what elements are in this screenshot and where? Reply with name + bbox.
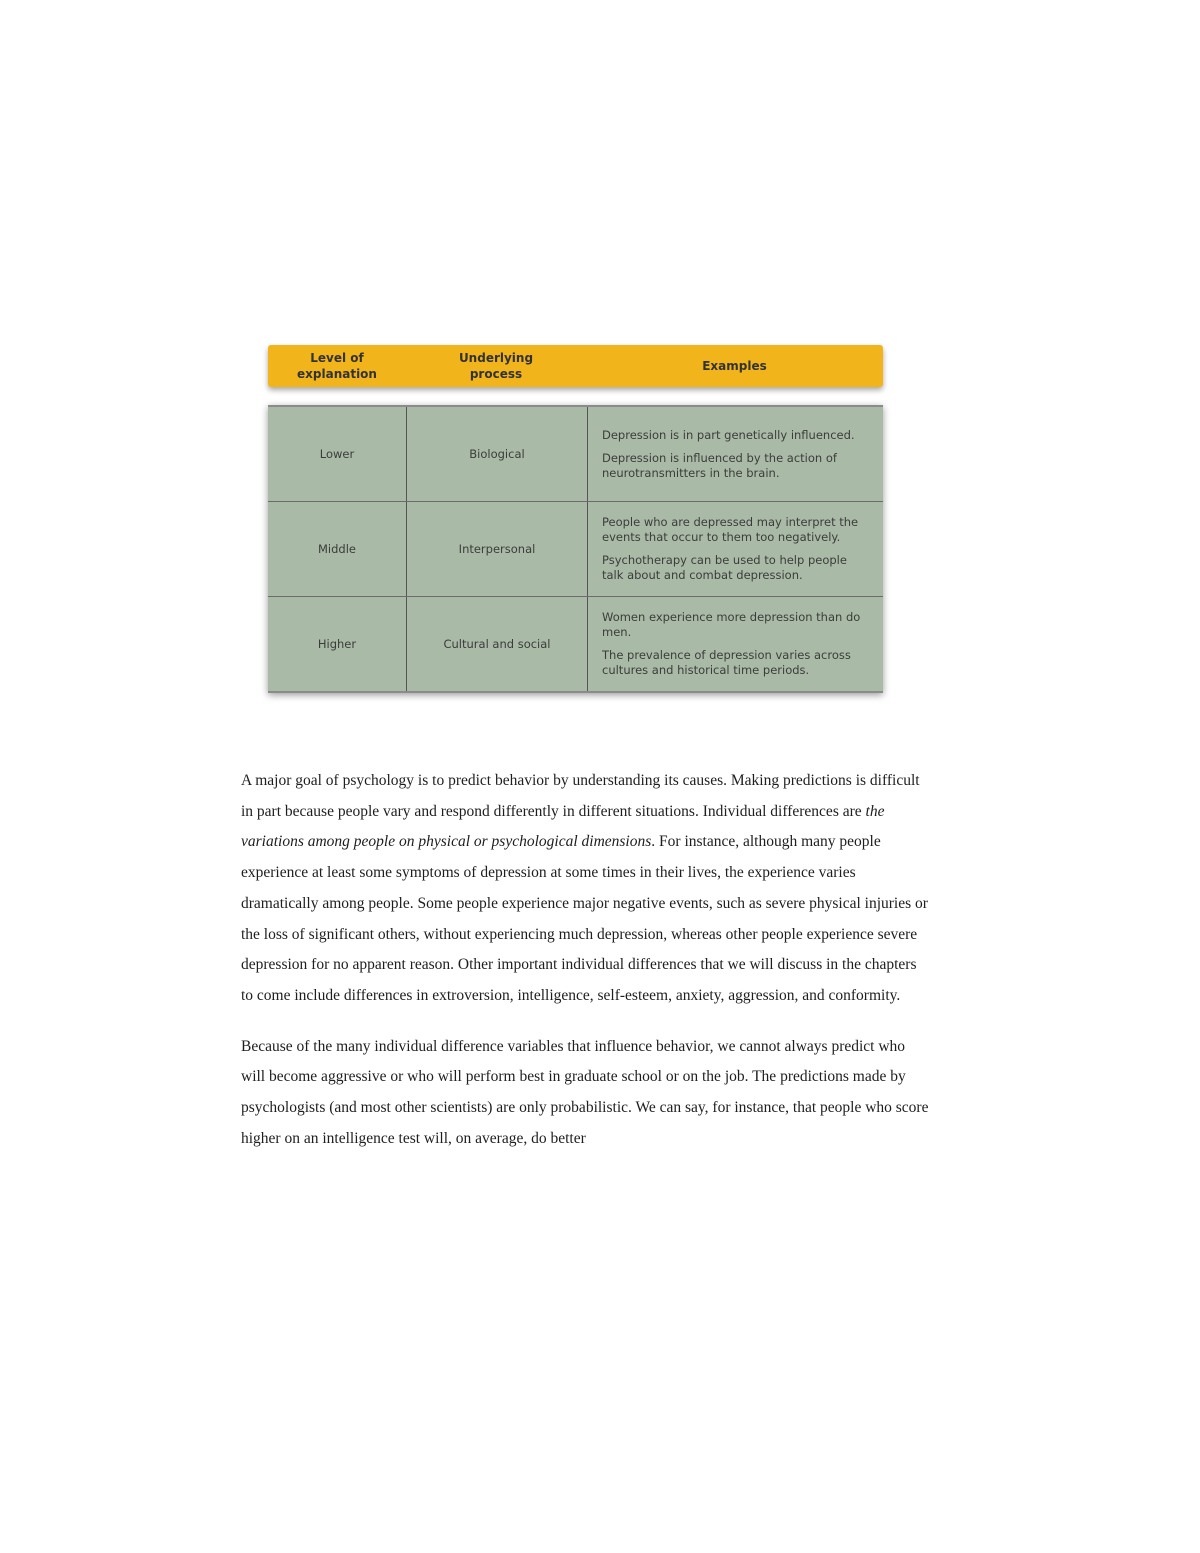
level-cell: Higher [268,597,407,691]
level-cell: Lower [268,407,407,501]
table-header [268,345,883,387]
examples-cell [588,407,883,501]
table-row [268,597,883,691]
process-cell: Cultural and social [407,597,588,691]
table-body [268,405,883,693]
table-row [268,502,883,597]
body-text [241,766,931,1174]
levels-of-explanation-table [268,345,883,693]
example-text: Women experience more depression than do men. [602,610,861,639]
header-process: Underlying process [458,351,534,381]
definition-text: the variations among people on physical or psychological dimensions [241,802,885,851]
paragraph-text: . For instance, although many people experience at least some symptoms of depression at some times in their lives, the experience varies dramatically among people. Some people experience major negative events, such as severe physical injuries or the loss of significant others, without experiencing much depression, whereas other people experience severe depression for no apparent reason. Other important individual differences that we will discuss in the chapters to come include differences in extroversion, intelligence, self-esteem, anxiety, aggression, and conformity. [241,833,928,1004]
example-text: Depression is in part genetically influenced. [602,427,855,442]
example-text: Psychotherapy can be used to help people talk about and combat depression. [602,553,847,582]
process-cell: Interpersonal [407,502,588,596]
example-text: People who are depressed may interpret the events that occur to them too negatively. [602,515,859,544]
example-text: The prevalence of depression varies across cultures and historical time periods. [602,648,851,677]
paragraph: Because of the many individual difference variables that influence behavior, we cannot always predict who will become aggressive or who will perform best in graduate school or on the job. The predictions made by psychologists (and most other scientists) are only probabilistic. We can say, for instance, that people who score higher on an intelligence test will, on average, do better [241,1037,929,1147]
example-text: Depression is influenced by the action of neurotransmitters in the brain. [602,450,837,480]
table-row [268,407,883,502]
process-cell: Biological [407,407,588,501]
examples-cell [588,597,883,691]
paragraph-text: A major goal of psychology is to predict behavior by understanding its causes. Making predictions is difficult in part because people vary and respond differently in different situations. Individual differences are [241,772,920,820]
header-level: Level of explanation [297,351,377,381]
examples-cell [588,502,883,596]
header-examples: Examples [702,359,767,373]
level-cell: Middle [268,502,407,596]
paragraph [241,766,931,1012]
